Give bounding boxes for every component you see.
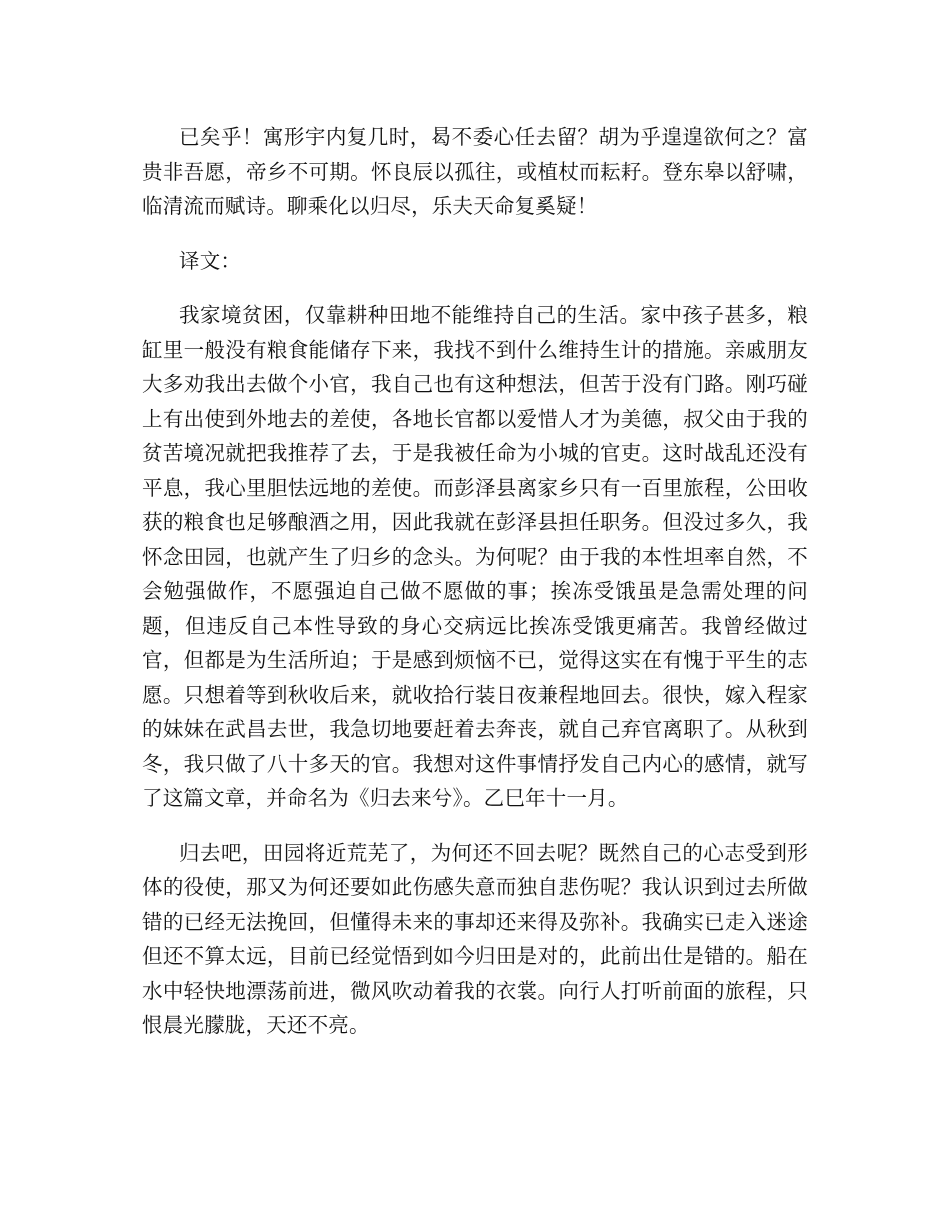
paragraph-translation-body: 归去吧，田园将近荒芜了，为何还不回去呢？既然自己的心志受到形体的役使，那又为何还要如此伤感失意而独自悲伤呢？我认识到过去所做错的已经无法挽回，但懂得未来的事却还来得及弥补。我确实已走入迷途但还不算太远，目前已经觉悟到如今归田是对的，此前出仕是错的。船在水中轻快地漂荡前进，微风吹动着我的衣裳。向行人打听前面的旅程，只恨晨光朦胧，天还不亮。: [142, 840, 808, 1037]
paragraph-poem-ending: 已矣乎！寓形宇内复几时，曷不委心任去留？胡为乎遑遑欲何之？富贵非吾愿，帝乡不可期。怀良辰以孤往，或植杖而耘耔。登东皋以舒啸，临清流而赋诗。聊乘化以归尽，乐夫天命复奚疑！: [142, 125, 808, 218]
paragraph-translation-preface: 我家境贫困，仅靠耕种田地不能维持自己的生活。家中孩子甚多，粮缸里一般没有粮食能储存下来，我找不到什么维持生计的措施。亲戚朋友大多劝我出去做个小官，我自己也有这种想法，但苦于没有门路。刚巧碰上有出使到外地去的差使，各地长官都以爱惜人才为美德，叔父由于我的贫苦境况就把我推荐了去，于是我被任命为小城的官吏。这时战乱还没有平息，我心里胆怯远地的差使。而彭泽县离家乡只有一百里旅程，公田收获的粮食也足够酿酒之用，因此我就在彭泽县担任职务。但没过多久，我怀念田园，也就产生了归乡的念头。为何呢？由于我的本性坦率自然，不会勉强做作，不愿强迫自己做不愿做的事；挨冻受饿虽是急需处理的问题，但违反自己本性导致的身心交病远比挨冻受饿更痛苦。我曾经做过官，但都是为生活所迫；于是感到烦恼不已，觉得这实在有愧于平生的志愿。只想着等到秋收后来，就收拾行装日夜兼程地回去。很快，嫁入程家的妹妹在武昌去世，我急切地要赶着去奔丧，就自己弃官离职了。从秋到冬，我只做了八十多天的官。我想对这件事情抒发自己内心的感情，就写了这篇文章，并命名为《归去来兮》。乙巳年十一月。: [142, 303, 808, 810]
document-body: [142, 120, 808, 1043]
translation-heading: 译文：: [179, 248, 242, 273]
